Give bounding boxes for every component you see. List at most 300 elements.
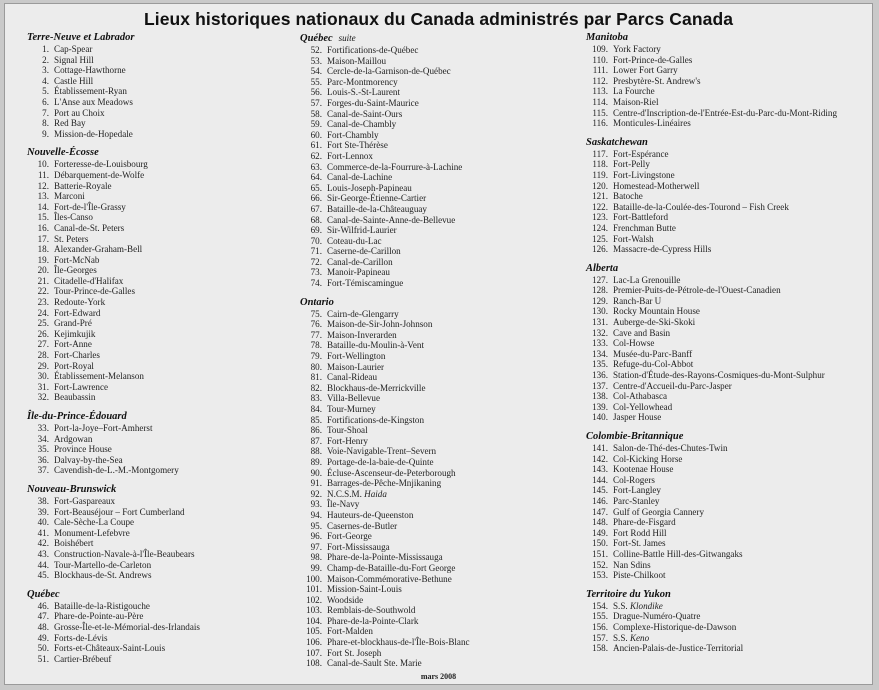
site-list-item <box>300 66 580 77</box>
site-name <box>327 77 398 88</box>
site-number: 6. <box>42 96 49 107</box>
site-list-item <box>586 212 872 223</box>
site-number: 153. <box>592 570 608 581</box>
site-name <box>327 309 399 320</box>
site-name <box>54 654 111 665</box>
site-list-item <box>300 393 580 404</box>
site-name-text: Grosse-Île-et-le-Mémorial-des-Irlandais <box>54 621 200 632</box>
site-list-item <box>586 549 872 560</box>
site-list-item <box>300 425 580 436</box>
site-name <box>327 489 387 500</box>
site-name <box>327 457 434 468</box>
site-list-item <box>586 202 872 213</box>
site-name <box>327 66 451 77</box>
site-name <box>613 643 743 654</box>
site-list-item <box>27 159 289 170</box>
site-number: 143. <box>592 464 608 475</box>
site-name <box>54 601 150 612</box>
region-title-text: Île-du-Prince-Édouard <box>27 411 127 422</box>
region-section <box>586 431 872 581</box>
site-name-text: Col-Rogers <box>613 474 655 485</box>
site-number: 100. <box>306 573 322 584</box>
site-name-text: York Factory <box>613 44 661 54</box>
region-title <box>586 431 872 443</box>
site-name <box>54 538 93 549</box>
column-3 <box>586 32 872 662</box>
site-list-item <box>586 349 872 360</box>
site-name <box>54 507 185 518</box>
site-name-text: Fort-Battleford <box>613 212 669 223</box>
site-name-text: Fortifications-de-Québec <box>327 45 419 55</box>
site-number: 35. <box>37 444 49 455</box>
site-list-item <box>300 489 580 500</box>
site-list-item <box>586 97 872 108</box>
site-name-text: Écluse-Ascenseur-de-Peterborough <box>327 467 456 478</box>
site-list-item <box>300 499 580 510</box>
site-list-item <box>27 507 289 518</box>
site-name-text: Musée-du-Parc-Banff <box>613 348 693 359</box>
site-number: 138. <box>592 391 608 402</box>
site-list-item <box>27 496 289 507</box>
site-name-text: Colline-Battle Hill-des-Gitwangaks <box>613 548 743 559</box>
site-name-text: Frenchman Butte <box>613 222 676 233</box>
site-number: 65. <box>310 182 322 193</box>
site-list-item <box>27 244 289 255</box>
site-name <box>54 108 105 119</box>
site-name <box>613 223 676 234</box>
site-name-text: Fort-Wellington <box>327 351 386 362</box>
vessel-name: Klondike <box>629 600 663 611</box>
site-name <box>54 170 144 181</box>
site-number: 122. <box>592 201 608 212</box>
site-name <box>613 381 732 392</box>
site-name-text: Refuge-du-Col-Abbot <box>613 359 694 370</box>
document-page <box>4 3 873 685</box>
site-list-item <box>27 97 289 108</box>
site-name <box>613 464 673 475</box>
site-list-item <box>27 361 289 372</box>
site-number: 29. <box>37 360 49 371</box>
site-number: 95. <box>310 520 322 531</box>
site-name-text: Lower Fort Garry <box>613 65 678 76</box>
site-list <box>27 159 289 403</box>
site-list-item <box>300 362 580 373</box>
site-name-text: Parc-Stanley <box>613 495 660 506</box>
site-name-text: Boishébert <box>54 538 94 549</box>
site-list-item <box>586 65 872 76</box>
site-list-item <box>27 55 289 66</box>
vessel-name: Keno <box>629 632 650 643</box>
site-name-text: Maison-Inverarden <box>327 329 397 340</box>
site-name-text: Bataille-de-la-Châteauguay <box>327 203 427 214</box>
site-list-item <box>300 56 580 67</box>
site-number: 39. <box>37 506 49 517</box>
site-number: 150. <box>592 538 608 549</box>
site-name <box>327 425 368 436</box>
site-list-item <box>300 172 580 183</box>
site-number: 79. <box>310 351 322 362</box>
site-number: 140. <box>592 412 608 423</box>
region-section <box>300 32 580 289</box>
site-name-text: Cairn-de-Glengarry <box>327 308 399 319</box>
site-name-text: Cave and Basin <box>613 327 671 338</box>
site-number: 152. <box>592 559 608 570</box>
site-name-text: Fortifications-de-Kingston <box>327 414 424 425</box>
site-number: 64. <box>310 172 322 183</box>
site-list-item <box>27 297 289 308</box>
site-number: 156. <box>592 621 608 632</box>
site-name <box>613 443 728 454</box>
site-name-text: Fort-Mississauga <box>327 541 390 552</box>
site-name <box>54 118 86 129</box>
site-list-item <box>27 118 289 129</box>
site-list-item <box>586 338 872 349</box>
site-name-text: Fort-Espérance <box>613 148 669 159</box>
site-name-text: Maison-Riel <box>613 96 659 107</box>
site-number: 151. <box>592 548 608 559</box>
site-number: 88. <box>310 446 322 457</box>
site-name-text: Forges-du-Saint-Maurice <box>327 97 419 108</box>
site-name <box>54 129 133 140</box>
site-number: 144. <box>592 474 608 485</box>
site-name-text: Fort Ste-Thérèse <box>327 140 388 151</box>
site-number: 14. <box>37 201 49 212</box>
site-number: 77. <box>310 329 322 340</box>
region-title <box>27 589 289 601</box>
region-title-text: Saskatchewan <box>586 136 648 148</box>
site-number: 37. <box>37 465 49 476</box>
site-number: 55. <box>310 76 322 87</box>
site-name <box>327 330 397 341</box>
site-list-item <box>586 244 872 255</box>
site-list-item <box>27 212 289 223</box>
site-name-text: Dalvay-by-the-Sea <box>54 454 123 465</box>
site-number: 98. <box>310 552 322 563</box>
site-list-item <box>586 86 872 97</box>
site-number: 5. <box>42 86 49 97</box>
site-number: 92. <box>310 488 322 499</box>
site-name-text: Mission-Saint-Louis <box>327 584 402 595</box>
site-list-item <box>27 528 289 539</box>
site-list-item <box>586 191 872 202</box>
site-number: 106. <box>306 637 322 648</box>
site-name <box>327 510 413 521</box>
site-number: 63. <box>310 161 322 172</box>
site-name-text: Col-Athabasca <box>613 391 668 402</box>
site-number: 96. <box>310 531 322 542</box>
site-list-item <box>27 538 289 549</box>
site-name-text: Ardgowan <box>54 433 93 444</box>
site-name <box>613 560 651 571</box>
site-name <box>327 278 403 289</box>
region-title-text: Alberta <box>586 262 619 274</box>
site-name <box>327 215 455 226</box>
site-number: 89. <box>310 456 322 467</box>
site-name <box>54 392 95 403</box>
site-name <box>613 622 736 633</box>
site-list-item <box>27 570 289 581</box>
site-list-item <box>586 170 872 181</box>
site-name-text: L'Anse aux Meadows <box>54 96 133 107</box>
site-number: 136. <box>592 370 608 381</box>
site-list-item <box>27 423 289 434</box>
site-name <box>327 446 436 457</box>
site-name <box>613 454 682 465</box>
site-name <box>327 56 386 67</box>
site-name <box>327 383 425 394</box>
site-list-item <box>586 464 872 475</box>
site-name-text: Bataille-de-la-Coulée-des-Tourond – Fish Creek <box>613 201 789 212</box>
site-name <box>54 318 92 329</box>
site-number: 129. <box>592 295 608 306</box>
site-list-item <box>586 507 872 518</box>
region-title <box>27 411 289 423</box>
site-name <box>613 391 667 402</box>
site-name-text: Fort-Témiscamingue <box>327 278 404 289</box>
site-list-item <box>586 381 872 392</box>
site-list-item <box>300 446 580 457</box>
site-list-item <box>586 570 872 581</box>
site-name <box>613 507 704 518</box>
site-number: 11. <box>37 169 49 180</box>
site-name <box>54 444 112 455</box>
site-name-text: Monticules-Linéaires <box>613 118 691 129</box>
region-title <box>27 484 289 496</box>
site-list-item <box>27 444 289 455</box>
site-number: 111. <box>592 65 608 76</box>
site-name-text: Maison-Maillou <box>327 55 387 66</box>
site-name-text: Îles-Canso <box>54 212 93 223</box>
region-title <box>586 137 872 149</box>
site-name-text: Jasper House <box>613 412 662 423</box>
site-list-item <box>586 622 872 633</box>
region-title <box>586 263 872 275</box>
region-title <box>586 32 872 44</box>
site-name <box>613 159 650 170</box>
site-number: 7. <box>42 107 49 118</box>
site-name <box>54 76 93 87</box>
site-name <box>327 648 381 659</box>
site-number: 80. <box>310 361 322 372</box>
site-name-text: Fort-de-l'Île-Grassy <box>54 201 126 212</box>
site-name <box>327 87 400 98</box>
site-name-text: Phare-et-blockhaus-de-l'Île-Bois-Blanc <box>327 637 470 648</box>
site-list-item <box>586 643 872 654</box>
site-number: 108. <box>306 658 322 669</box>
site-name <box>327 531 372 542</box>
site-list-item <box>300 319 580 330</box>
site-name <box>54 496 115 507</box>
site-name-text: Auberge-de-Ski-Skoki <box>613 317 696 328</box>
site-name-text: Cottage-Hawthorne <box>54 65 126 76</box>
site-name <box>613 108 837 119</box>
site-name <box>327 98 419 109</box>
site-name <box>613 549 743 560</box>
site-name-text: Débarquement-de-Wolfe <box>54 169 145 180</box>
site-name-text: Homestead-Motherwell <box>613 180 700 191</box>
site-number: 45. <box>37 570 49 581</box>
site-number: 148. <box>592 517 608 528</box>
site-name-text: Fort-Malden <box>327 626 373 637</box>
site-name-text: Batterie-Royale <box>54 180 112 191</box>
site-list-item <box>300 236 580 247</box>
site-list-item <box>27 286 289 297</box>
site-list-item <box>27 549 289 560</box>
site-list-item <box>27 202 289 213</box>
site-name <box>613 306 700 317</box>
site-list-item <box>586 528 872 539</box>
site-name <box>613 517 676 528</box>
site-name <box>327 119 396 130</box>
site-name <box>613 570 666 581</box>
site-number: 60. <box>310 129 322 140</box>
site-list-item <box>27 181 289 192</box>
site-list-item <box>27 86 289 97</box>
site-name <box>327 574 452 585</box>
site-name <box>327 595 363 606</box>
site-name <box>613 275 680 286</box>
site-number: 120. <box>592 180 608 191</box>
site-list <box>300 45 580 289</box>
site-number: 72. <box>310 256 322 267</box>
site-number: 69. <box>310 225 322 236</box>
site-name <box>54 255 99 266</box>
site-name <box>54 423 153 434</box>
site-list-item <box>586 181 872 192</box>
site-list-item <box>300 77 580 88</box>
site-number: 46. <box>37 600 49 611</box>
site-name <box>613 44 661 55</box>
site-name-text: Voie-Navigable-Trent–Severn <box>327 446 437 457</box>
site-list-item <box>300 574 580 585</box>
site-list-item <box>300 162 580 173</box>
site-list-item <box>27 308 289 319</box>
region-section <box>586 137 872 255</box>
site-name <box>54 244 142 255</box>
region-section <box>300 297 580 669</box>
region-title-suffix: suite <box>338 33 356 43</box>
site-name-text: Canal-de-Chambly <box>327 119 397 130</box>
site-name-text: Canal-de-Carillon <box>327 256 393 267</box>
site-number: 24. <box>37 307 49 318</box>
site-name-text: Tour-Martello-de-Carleton <box>54 559 152 570</box>
site-name <box>327 563 455 574</box>
site-number: 114. <box>592 96 608 107</box>
site-list-item <box>586 159 872 170</box>
site-name-text: Red Bay <box>54 118 86 129</box>
site-name <box>327 404 376 415</box>
site-list-item <box>300 563 580 574</box>
site-name-text: Fort-Gaspareaux <box>54 495 116 506</box>
site-number: 78. <box>310 340 322 351</box>
site-name-text: Ancien-Palais-de-Justice-Territorial <box>613 643 744 654</box>
site-number: 93. <box>310 499 322 510</box>
site-name-text: Maison-Laurier <box>327 361 385 372</box>
site-name-text: Fort-Lawrence <box>54 381 109 392</box>
site-name-text: Complexe-Historique-de-Dawson <box>613 621 737 632</box>
site-name-text: Presbytère-St. Andrew's <box>613 75 701 86</box>
site-list-item <box>300 267 580 278</box>
site-name <box>613 234 654 245</box>
site-name <box>613 317 695 328</box>
site-number: 110. <box>592 54 608 65</box>
site-number: 28. <box>37 350 49 361</box>
site-name-text: Cercle-de-la-Garnison-de-Québec <box>327 66 451 77</box>
site-name <box>327 637 470 648</box>
site-list-item <box>27 517 289 528</box>
site-name <box>327 109 402 120</box>
site-list <box>586 149 872 255</box>
site-name-text: Phare-de-Fisgard <box>613 517 676 528</box>
site-list-item <box>27 350 289 361</box>
site-name <box>613 611 700 622</box>
site-name <box>327 162 462 173</box>
site-list <box>586 275 872 423</box>
site-number: 119. <box>592 169 608 180</box>
site-name <box>327 45 418 56</box>
site-number: 49. <box>37 632 49 643</box>
site-name-text: Port-Royal <box>54 360 94 371</box>
site-list-item <box>586 402 872 413</box>
site-list-item <box>300 225 580 236</box>
site-number: 118. <box>592 159 608 170</box>
site-list-item <box>300 648 580 659</box>
site-number: 81. <box>310 372 322 383</box>
site-list-item <box>586 370 872 381</box>
site-name-text: Massacre-de-Cypress Hills <box>613 244 712 255</box>
site-name-text: Station-d'Étude-des-Rayons-Cosmiques-du-Mont-Sulphur <box>613 370 825 381</box>
site-number: 40. <box>37 517 49 528</box>
site-name <box>327 319 432 330</box>
site-name <box>327 626 373 637</box>
site-name <box>327 436 368 447</box>
site-list-item <box>300 87 580 98</box>
site-list-item <box>586 275 872 286</box>
site-number: 36. <box>37 454 49 465</box>
site-list-item <box>586 296 872 307</box>
site-list-item <box>586 412 872 423</box>
site-list-item <box>300 109 580 120</box>
site-name <box>613 76 701 87</box>
site-name-text: S.S. <box>613 600 630 611</box>
site-name <box>327 605 415 616</box>
site-name <box>54 643 165 654</box>
region-title-text: Colombie-Britannique <box>586 431 684 442</box>
site-name <box>327 246 401 257</box>
site-number: 23. <box>37 297 49 308</box>
site-name-text: Hauteurs-de-Queenston <box>327 509 414 520</box>
site-list-item <box>300 45 580 56</box>
site-list-item <box>586 475 872 486</box>
site-list-item <box>586 149 872 160</box>
site-name-text: Centre-d'Accueil-du-Parc-Jasper <box>613 380 732 391</box>
column-1 <box>27 32 289 672</box>
site-list-item <box>586 454 872 465</box>
site-list-item <box>586 234 872 245</box>
site-name-text: Monument-Lefebvre <box>54 527 130 538</box>
column-2 <box>300 32 580 677</box>
site-name <box>54 528 130 539</box>
site-list-item <box>586 223 872 234</box>
site-name-text: Île-Georges <box>54 265 97 276</box>
site-list-item <box>300 415 580 426</box>
site-number: 101. <box>306 584 322 595</box>
site-number: 105. <box>306 626 322 637</box>
site-name-text: Sir-Wilfrid-Laurier <box>327 225 397 236</box>
site-number: 44. <box>37 559 49 570</box>
site-number: 31. <box>37 381 49 392</box>
site-name <box>613 496 659 507</box>
